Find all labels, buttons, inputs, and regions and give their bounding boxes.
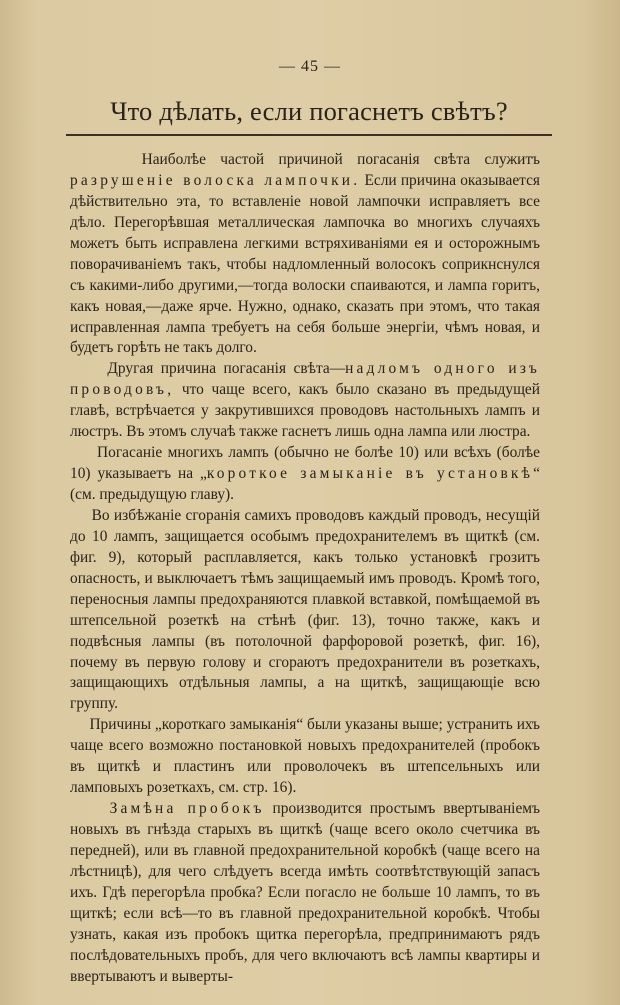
- text-run: Другая причина погасанія свѣта—: [70, 360, 346, 378]
- page-number: — 45 —: [279, 58, 341, 75]
- spaced-emphasis: разрушеніе волоска лампочки.: [70, 171, 361, 189]
- title-underline: [66, 134, 552, 136]
- text-run: “ (см. предыдущую главу).: [70, 465, 541, 503]
- spaced-emphasis: короткое замыканіе въ установкѣ: [206, 465, 534, 483]
- spaced-emphasis: надломъ одного изъ проводовъ,: [70, 360, 541, 399]
- paragraph: [70, 799, 540, 987]
- paragraph: [70, 443, 540, 506]
- paragraph: [70, 506, 540, 715]
- text-run: Наиболѣе частой причиной погасанія свѣта служитъ: [70, 151, 540, 168]
- paragraph: [70, 359, 540, 443]
- paragraph: [70, 150, 540, 359]
- text-run: Причины „короткаго замыканія“ были указаны выше; устранить ихъ чаще всего возможно постановкой новыхъ предохранителей (пробокъ въ щиткѣ и пластинъ или проволочекъ въ штепсельныхъ или ламповыхъ розеткахъ, см. стр. 16).: [70, 716, 540, 797]
- paragraph: [70, 715, 540, 799]
- spaced-emphasis: Замѣна пробокъ: [109, 800, 265, 818]
- text-run: [70, 800, 110, 817]
- body-text: [70, 150, 540, 988]
- text-run: Если причина оказывается дѣйствительно эта, то вставленіе новой лампочки исправляетъ все дѣло. Перегорѣвшая металлическая лампочка во многихъ случаяхъ можетъ быть исправлена легкими встряхиваніями ея и осторожнымъ поворачиваніемъ такъ, чтобы надломленный волосокъ соприкнснулся съ какими-либо другими,—тогда волоски спаиваются, и лампа горитъ, какъ новая,—даже ярче. Нужно, однако, сказать при этомъ, что такая исправленная лампа требуетъ на себя больше энергіи, чѣмъ новая, и будетъ горѣть не такъ долго.: [70, 171, 540, 357]
- text-run: Во избѣжаніе сгоранія самихъ проводовъ каждый проводъ, несущій до 10 лампъ, защищается особымъ предохранителемъ въ щиткѣ (см. фиг. 9), который расплавляется, какъ только установкѣ грозитъ опасность, и выключаетъ тѣмъ защищаемый имъ проводъ. Кромѣ того, переносныя лампы предохраняются плавкой вставкой, помѣщаемой въ штепсельной розеткѣ на стѣнѣ (фиг. 13), точно также, какъ и подвѣсныя лампы (въ потолочной фарфоровой розеткѣ, фиг. 16), почему въ первую голову и сгораютъ предохранители въ розеткахъ, защищающихъ отдѣльныя лампы, а на щиткѣ, защищающіе всю группу.: [70, 506, 540, 713]
- text-run: производится простымъ ввертываніемъ новыхъ въ гнѣзда старыхъ въ щиткѣ (чаще всего около счетчика въ передней), или въ главной предохранительной коробкѣ (чаще всего на лѣстницѣ), для чего слѣдуетъ всегда имѣть соотвѣтствующій запасъ ихъ. Гдѣ перегорѣла пробка? Если погасло не больше 10 лампъ, то въ щиткѣ; если всѣ—то въ главной предохранительной коробкѣ. Чтобы узнать, какая изъ пробокъ щитка перегорѣла, предпринимаютъ рядъ послѣдовательныхъ пробъ, для чего включаютъ всѣ лампы квартиры и ввертываютъ и выверты-: [70, 800, 540, 985]
- text-run: что чаще всего, какъ было сказано въ предыдущей главѣ, встрѣчается у закрутившихся проводовъ настольныхъ лампъ и люстръ. Въ этомъ случаѣ также гаснетъ лишь одна лампа или люстра.: [70, 381, 540, 441]
- text-run: Погасаніе многихъ лампъ (обычно не болѣе 10) или всѣхъ (болѣе 10) указываетъ на „: [70, 444, 540, 483]
- page-title: Что дѣлать, если погаснетъ свѣтъ?: [110, 96, 508, 126]
